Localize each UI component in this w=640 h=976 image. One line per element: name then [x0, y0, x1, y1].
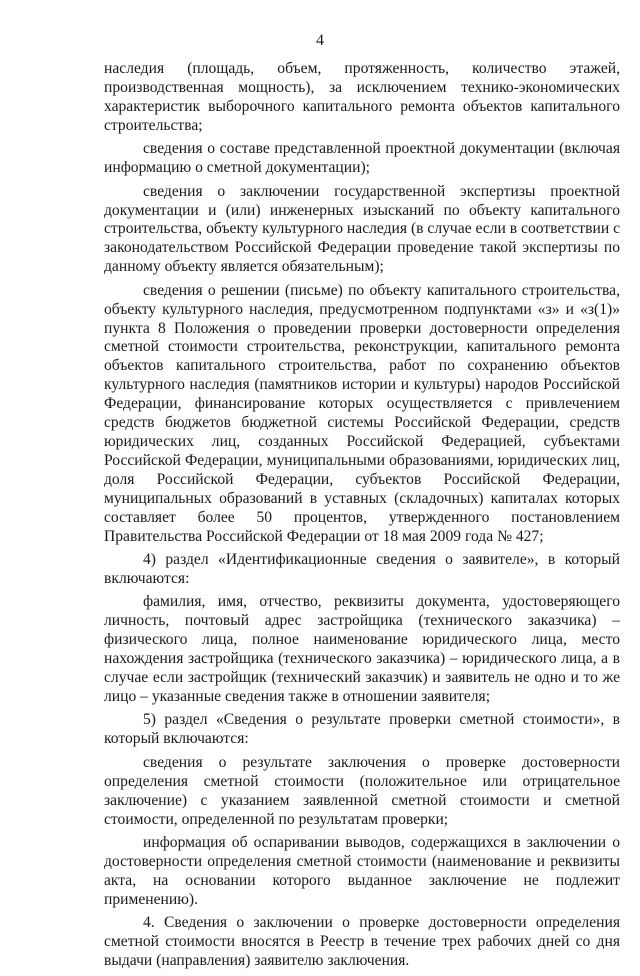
- paragraph-dispute-info: информация об оспаривании выводов, содержащихся в заключении о достоверности определения сметной стоимости (наименование и реквизиты акта, на основании которого выданное заключение не подлежит применению).: [104, 834, 620, 908]
- page-number: 4: [316, 32, 324, 49]
- paragraph-decision-letter: сведения о решении (письме) по объекту капитального строительства, объекту культурного наследия, предусмотренном подпунктами «з» и «з(1)» пункта 8 Положения о проведении проверки достоверности определения сметной стоимости строительства, реконструкции, капитального ремонта объектов капитального строительства, работ по сохранению объектов культурного наследия (памятников истории и культуры) народов Российской Федерации, финансирование которых осуществляется с привлечением средств бюджетов бюджетной системы Российской Федерации, средств юридических лиц, созданных Российской Федерацией, субъектами Российской Федерации, муниципальными образованиями, юридических лиц, доля Российской Федерации, субъектов Российской Федерации, муниципальных образований в уставных (складочных) капиталах которых составляет более 50 процентов, утвержденного постановлением Правительства Российской Федерации от 18 мая 2009 года № 427;: [104, 281, 620, 545]
- paragraph-section-4-heading: 4) раздел «Идентификационные сведения о заявителе», в который включаются:: [104, 551, 620, 587]
- paragraph-state-expertise: сведения о заключении государственной экспертизы проектной документации и (или) инженерных изысканий по объекту капитального строительства, объекту культурного наследия (в случае если в соответствии с законодательством Российской Федерации проведение такой экспертизы по данному объекту является обязательным);: [104, 182, 620, 276]
- paragraph-project-docs: сведения о составе представленной проектной документации (включая информацию о сметной документации);: [104, 140, 620, 177]
- paragraph-heritage-characteristics: наследия (площадь, объем, протяженность, количество этажей, производственная мощность), за исключением технико-экономических характеристик выборочного капитального ремонта объектов капитального строительства;: [104, 60, 620, 134]
- paragraph-verification-result: сведения о результате заключения о проверке достоверности определения сметной стоимости (положительное или отрицательное заключение) с указанием заявленной сметной стоимости и сметной стоимости, определенной по результатам проверки;: [104, 753, 620, 828]
- document-body: [104, 60, 620, 976]
- paragraph-section-5-heading: 5) раздел «Сведения о результате проверки сметной стоимости», в который включаются:: [104, 711, 620, 748]
- paragraph-applicant-identification: фамилия, имя, отчество, реквизиты документа, удостоверяющего личность, почтовый адрес застройщика (технического заказчика) – физического лица, полное наименование юридического лица, место нахождения застройщика (технического заказчика) – юридического лица, а в случае если застройщик (технический заказчик) и заявитель не одно и то же лицо – указанные сведения также в отношении заявителя;: [104, 593, 620, 705]
- paragraph-clause-4: 4. Сведения о заключении о проверке достоверности определения сметной стоимости вносятся в Реестр в течение трех рабочих дней со дня выдачи (направления) заявителю заключения.: [104, 914, 620, 970]
